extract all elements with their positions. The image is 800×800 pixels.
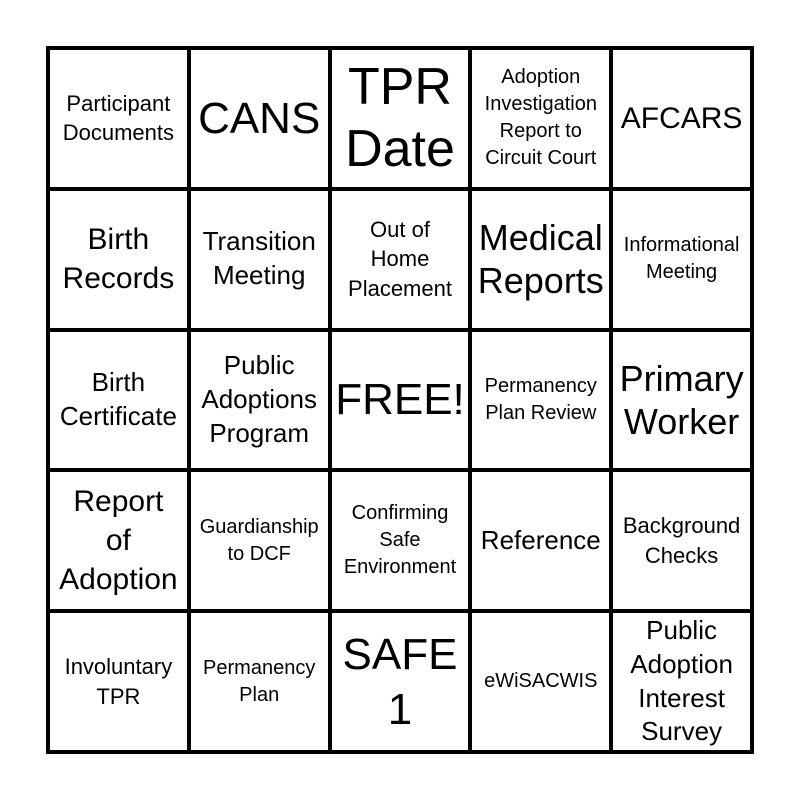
bingo-cell-5-1[interactable]: Involuntary TPR (48, 611, 189, 752)
bingo-cell-3-5[interactable]: Primary Worker (611, 330, 752, 471)
bingo-cell-2-2[interactable]: Transition Meeting (189, 189, 330, 330)
bingo-cell-2-4[interactable]: Medical Reports (470, 189, 611, 330)
bingo-cell-3-4[interactable]: Permanency Plan Review (470, 330, 611, 471)
bingo-cell-2-1[interactable]: Birth Records (48, 189, 189, 330)
bingo-cell-1-5[interactable]: AFCARS (611, 48, 752, 189)
bingo-cell-3-1[interactable]: Birth Certificate (48, 330, 189, 471)
bingo-cell-4-5[interactable]: Background Checks (611, 470, 752, 611)
bingo-cell-5-5[interactable]: Public Adoption Interest Survey (611, 611, 752, 752)
bingo-cell-1-1[interactable]: Participant Documents (48, 48, 189, 189)
bingo-board (46, 46, 754, 754)
bingo-cell-1-4[interactable]: Adoption Investigation Report to Circuit Court (470, 48, 611, 189)
bingo-cell-4-1[interactable]: Report of Adoption (48, 470, 189, 611)
bingo-cell-3-3-free[interactable]: FREE! (330, 330, 471, 471)
bingo-cell-1-2[interactable]: CANS (189, 48, 330, 189)
bingo-cell-2-5[interactable]: Informational Meeting (611, 189, 752, 330)
bingo-cell-2-3[interactable]: Out of Home Placement (330, 189, 471, 330)
bingo-cell-5-3[interactable]: SAFE 1 (330, 611, 471, 752)
bingo-cell-4-3[interactable]: Confirming Safe Environment (330, 470, 471, 611)
bingo-cell-5-4[interactable]: eWiSACWIS (470, 611, 611, 752)
bingo-cell-5-2[interactable]: Permanency Plan (189, 611, 330, 752)
bingo-cell-1-3[interactable]: TPR Date (330, 48, 471, 189)
bingo-cell-4-2[interactable]: Guardianship to DCF (189, 470, 330, 611)
bingo-cell-4-4[interactable]: Reference (470, 470, 611, 611)
bingo-cell-3-2[interactable]: Public Adoptions Program (189, 330, 330, 471)
